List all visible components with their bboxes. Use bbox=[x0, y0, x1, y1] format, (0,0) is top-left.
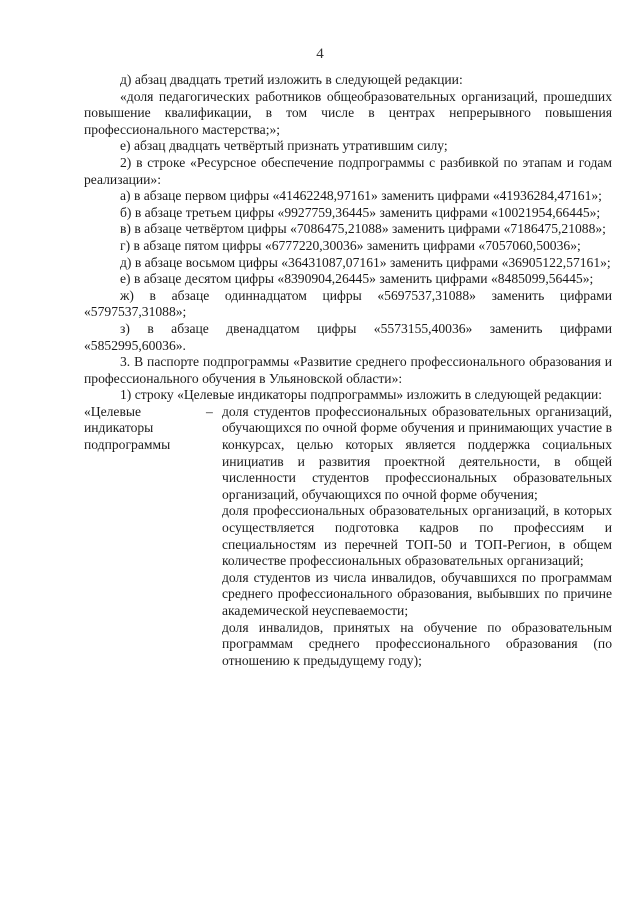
paragraph-zh: ж) в абзаце одиннадцатом цифры «5697537,31088» заменить цифрами «5797537,31088»; bbox=[84, 287, 612, 320]
paragraph-d-abzac-23: д) абзац двадцать третий изложить в следующей редакции: bbox=[120, 72, 463, 87]
indicators-label-cell bbox=[84, 403, 213, 670]
paragraph-stroka-resursnoe: 2) в строке «Ресурсное обеспечение подпрограммы с разбивкой по этапам и годам реализации»: bbox=[84, 154, 612, 187]
paragraph-a: а) в абзаце первом цифры «41462248,97161» заменить цифрами «41936284,47161»; bbox=[120, 188, 602, 204]
paragraph-e: е) в абзаце десятом цифры «8390904,26445» заменить цифрами «8485099,56445»; bbox=[120, 271, 594, 287]
paragraph-stroka-celevye: 1) строку «Целевые индикаторы подпрограммы» изложить в следующей редакции: bbox=[120, 387, 603, 403]
indicators-value-cell bbox=[210, 404, 612, 670]
paragraph-v: в) в абзаце четвёртом цифры «7086475,21088» заменить цифрами «7186475,21088»; bbox=[120, 221, 606, 237]
paragraph-e-abzac-24: е) абзац двадцать четвёртый признать утратившим силу; bbox=[120, 138, 448, 154]
indicator-item: доля студентов из числа инвалидов, обучавшихся по программам среднего профессионального образования, выбывших по причине академической неуспеваемости; bbox=[222, 569, 612, 618]
indicators-label: «Целевые индикаторы подпрограммы bbox=[84, 403, 171, 453]
paragraph-quote-dolya-ped: «доля педагогических работников общеобразовательных организаций, прошедших повышение квалификации, в том числе в центрах непрерывного повышения профессионального мастерства;»; bbox=[84, 88, 612, 137]
paragraph-section-3: 3. В паспорте подпрограммы «Развитие среднего профессионального образования и профессионального обучения в Ульяновской области»: bbox=[84, 354, 612, 386]
indicator-item: доля профессиональных образовательных организаций, в которых осуществляется подготовка кадров по профессиям и специальностям из перечней ТОП-50 и ТОП-Регион, в общем количестве профессиональных образовательных организаций; bbox=[222, 503, 612, 569]
indicators-dash: – bbox=[206, 403, 213, 419]
paragraph-d: д) в абзаце восьмом цифры «36431087,07161» заменить цифрами «36905122,57161»; bbox=[120, 254, 611, 270]
paragraph-b: б) в абзаце третьем цифры «9927759,36445» заменить цифрами «10021954,66445»; bbox=[120, 204, 601, 220]
indicator-item: доля инвалидов, принятых на обучение по образовательным программам среднего профессионального образования (по отношению к предыдущему году); bbox=[222, 619, 612, 668]
paragraph-g: г) в абзаце пятом цифры «6777220,30036» заменить цифрами «7057060,50036»; bbox=[120, 237, 581, 253]
document-body bbox=[84, 72, 612, 669]
page-number: 4 bbox=[316, 46, 324, 62]
indicator-item: доля студентов профессиональных образовательных организаций, обучающихся по очной форме обучения и принимающих участие в конкурсах, целью которых является поддержка социальных инициатив и развития проектной деятельности, в общей численности студентов профессиональных образовательных организаций, обучающихся по очной форме обучения; bbox=[222, 403, 612, 502]
indicators-table bbox=[84, 404, 612, 670]
paragraph-z: з) в абзаце двенадцатом цифры «5573155,40036» заменить цифрами «5852995,60036». bbox=[84, 320, 612, 353]
